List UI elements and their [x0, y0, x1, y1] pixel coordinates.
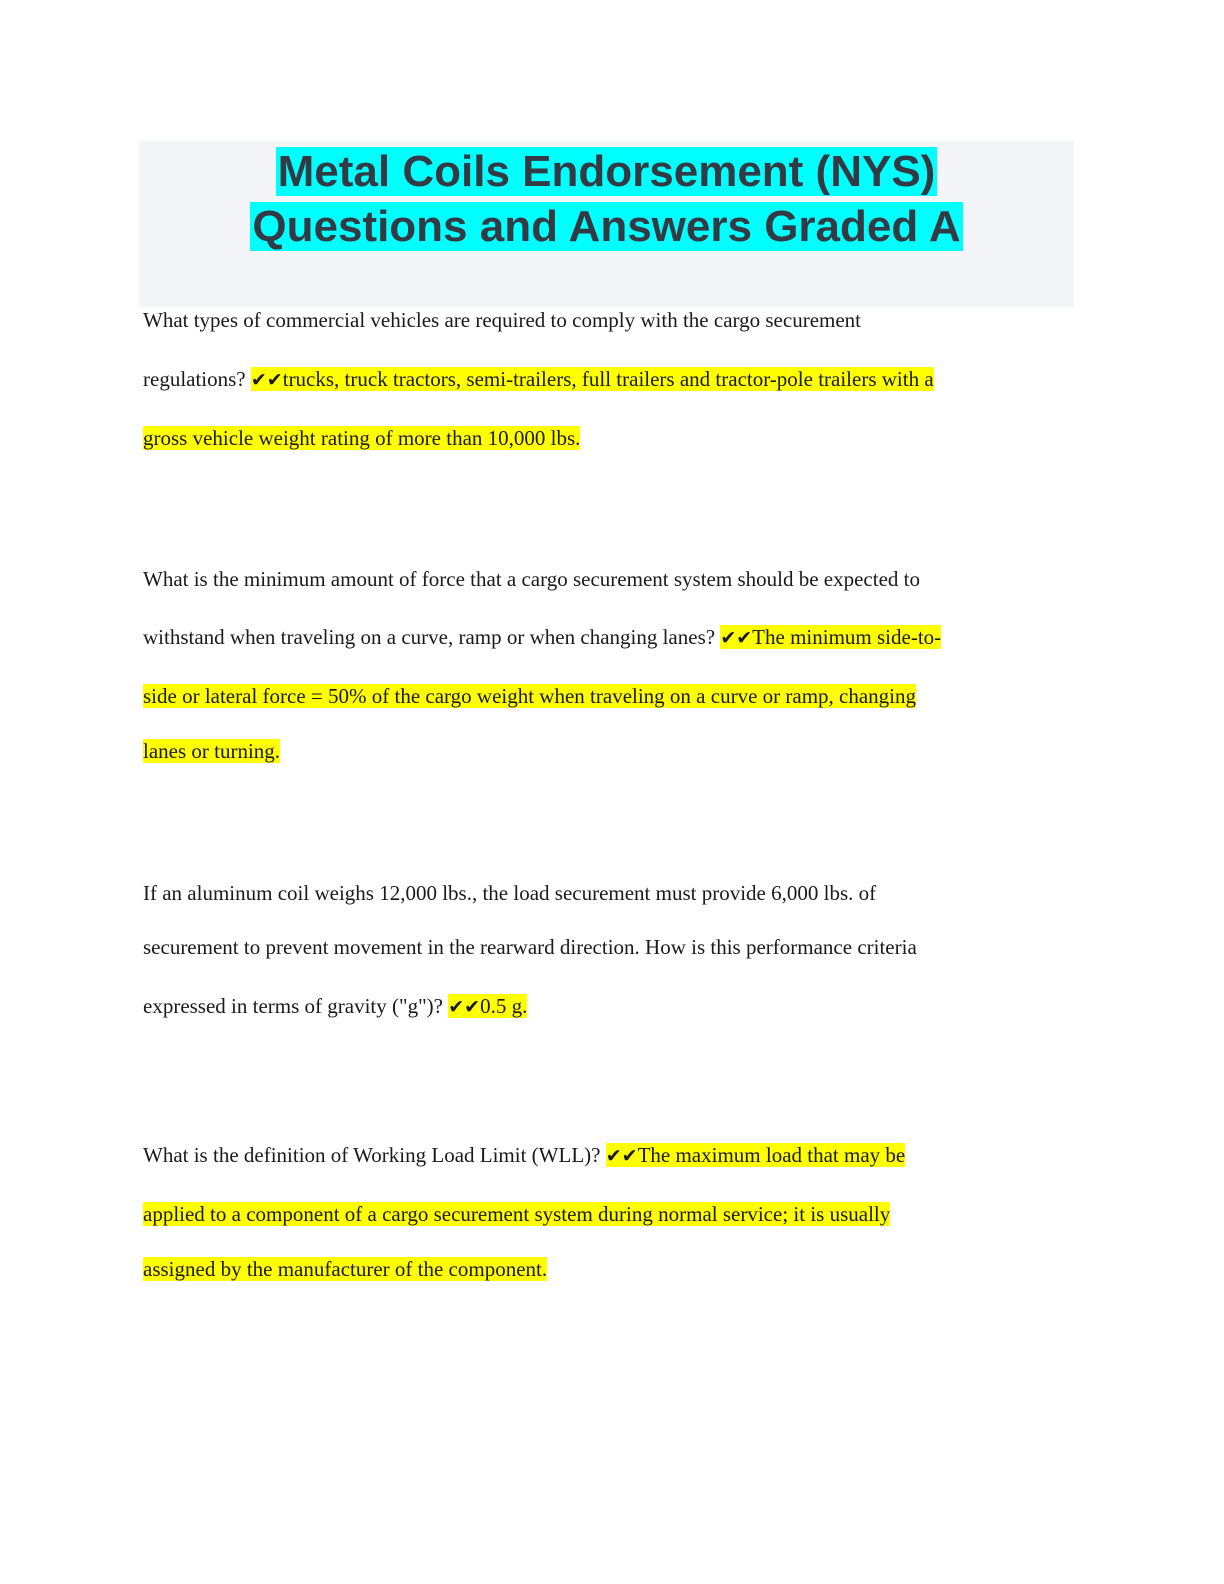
question-text: [143, 567, 920, 592]
answer-line: assigned by the manufacturer of the component.: [143, 1257, 548, 1281]
qa-line: [143, 994, 527, 1019]
answer-text: [143, 739, 280, 764]
answer-line: side or lateral force = 50% of the cargo weight when traveling on a curve or ramp, changing: [143, 684, 917, 708]
answer-highlight: [448, 994, 527, 1018]
qa-item-1: [143, 308, 1063, 458]
title-line-1: [139, 144, 1074, 199]
question-line: expressed in terms of gravity ("g")?: [143, 994, 449, 1018]
answer-text: [143, 684, 916, 709]
answer-highlight: [251, 367, 934, 391]
qa-line: [143, 1143, 905, 1168]
question-line: withstand when traveling on a curve, ramp or when changing lanes?: [143, 625, 721, 649]
answer-line: 0.5 g.: [480, 994, 528, 1018]
question-line: securement to prevent movement in the rearward direction. How is this performance criteria: [143, 935, 917, 959]
answer-text: [143, 1257, 547, 1282]
answer-line: The minimum side-to-: [752, 625, 942, 649]
qa-item-2: [143, 567, 1063, 767]
double-check-icon: ✔✔: [605, 1145, 638, 1167]
title-line-2: [139, 199, 1074, 254]
qa-line: [143, 625, 941, 650]
qa-line: [143, 367, 934, 392]
double-check-icon: ✔✔: [448, 996, 481, 1018]
question-line: regulations?: [143, 367, 251, 391]
answer-highlight: [606, 1143, 906, 1167]
question-line: What is the definition of Working Load Limit (WLL)?: [143, 1143, 606, 1167]
question-text: [143, 881, 876, 906]
question-text: [143, 935, 917, 960]
double-check-icon: ✔✔: [250, 369, 283, 391]
question-line: If an aluminum coil weighs 12,000 lbs., the load securement must provide 6,000 lbs. of: [143, 881, 877, 905]
answer-line: applied to a component of a cargo securement system during normal service; it is usually: [143, 1202, 891, 1226]
qa-item-3: [143, 881, 1063, 1031]
answer-line: lanes or turning.: [143, 739, 281, 763]
question-text: [143, 308, 861, 333]
answer-line: trucks, truck tractors, semi-trailers, full trailers and tractor-pole trailers with a: [282, 367, 934, 391]
question-line: What is the minimum amount of force that a cargo securement system should be expected to: [143, 567, 920, 591]
document-title-block: [139, 141, 1074, 307]
double-check-icon: ✔✔: [720, 627, 753, 649]
document-title-line-2: Questions and Answers Graded A: [252, 202, 961, 251]
answer-text: [143, 1202, 890, 1227]
answer-line: The maximum load that may be: [637, 1143, 906, 1167]
document-title-line-1: Metal Coils Endorsement (NYS): [277, 147, 936, 196]
qa-item-4: [143, 1143, 1063, 1293]
question-line: What types of commercial vehicles are required to comply with the cargo securement: [143, 308, 861, 332]
answer-line: gross vehicle weight rating of more than 10,000 lbs.: [143, 426, 581, 450]
answer-highlight: [720, 625, 941, 649]
answer-text: [143, 426, 580, 451]
